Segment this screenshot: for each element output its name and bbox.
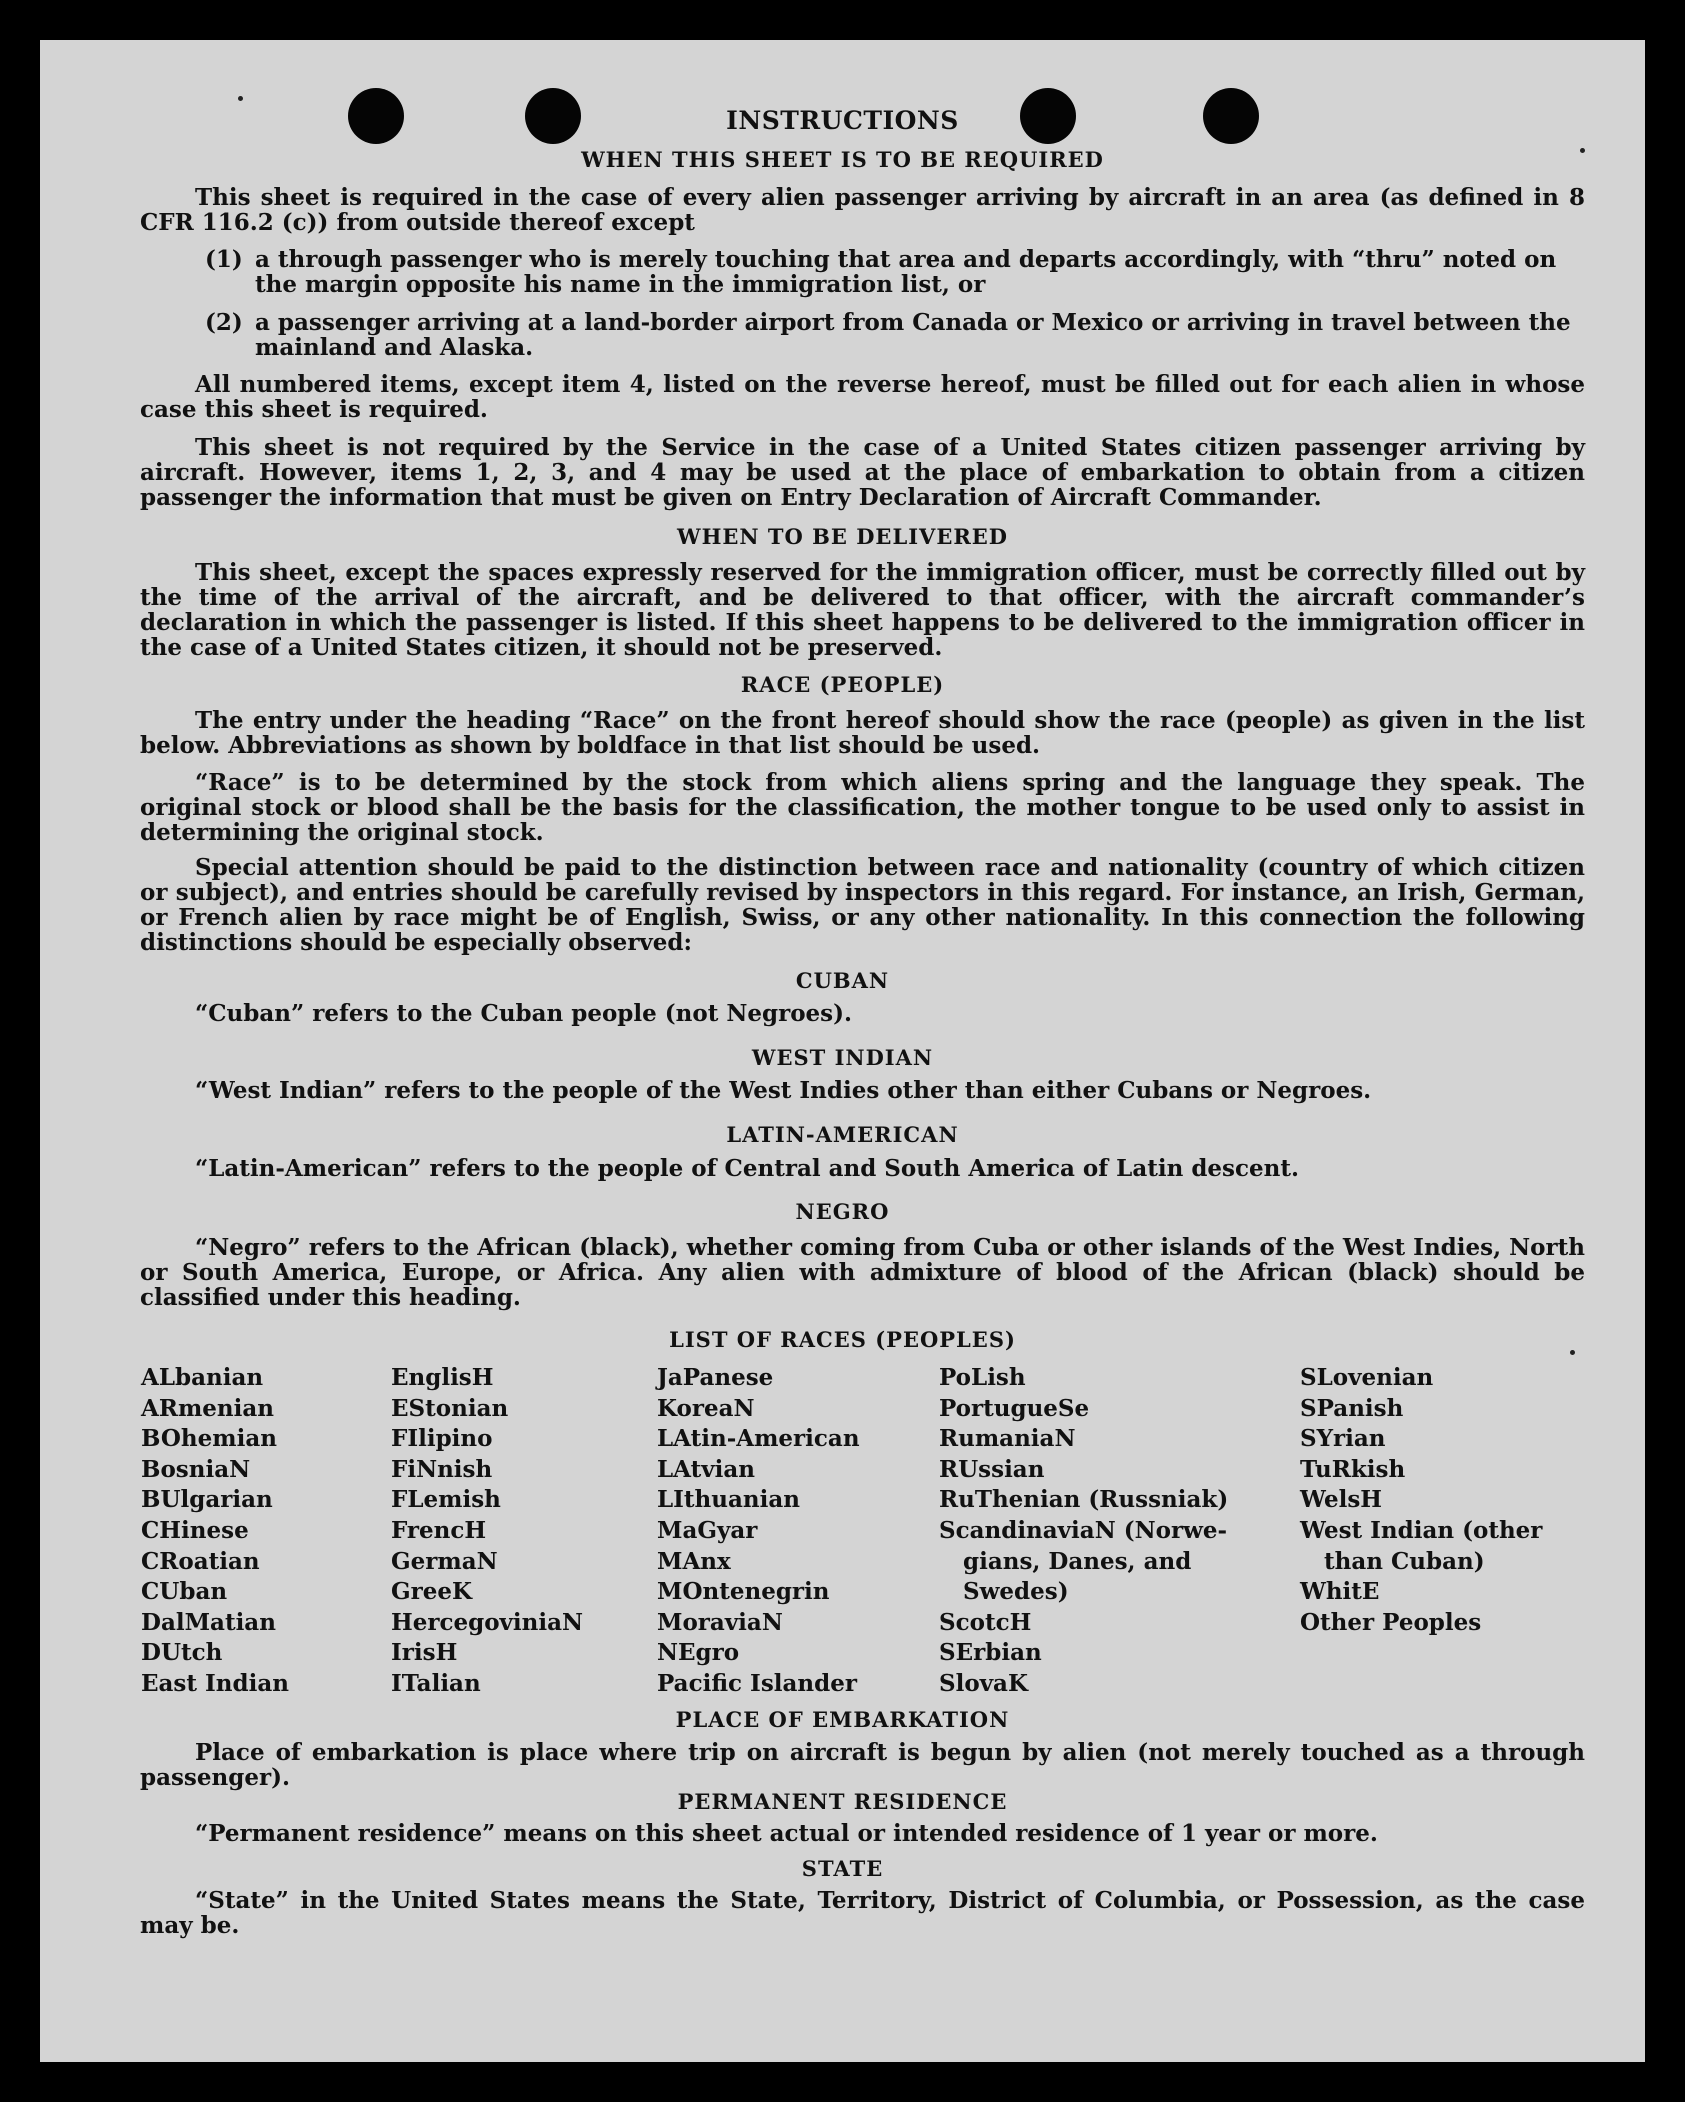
negro-text: “Negro” refers to the African (black), whether coming from Cuba or other islands of the West Indies, North or South America, Europe, or Africa. Any alien with admixture of blood of the African (black) should be classified under this heading. [140, 1234, 1585, 1311]
item-text: a through passenger who is merely touching that area and departs accordingly, with “thru” noted on the margin opposite his name in the immigration list, or [255, 246, 1557, 298]
race-list-item: Swedes) [963, 1578, 1069, 1606]
required-paragraph-3: This sheet is not required by the Service in the case of a United States citizen passenger arriving by aircraft. However, items 1, 2, 3, and 4 may be used at the place of embarkation to obtain from a citizen passenger the information that must be given on Entry Declaration of Aircraft Commander. [140, 434, 1585, 511]
race-list-item: FrencH [391, 1516, 487, 1544]
race-list-item: PortugueSe [939, 1394, 1090, 1422]
race-list-item: FLemish [391, 1486, 501, 1514]
race-list-item: JaPanese [657, 1364, 774, 1391]
section-heading-delivered: WHEN TO BE DELIVERED [676, 524, 1008, 549]
section-heading-required: WHEN THIS SHEET IS TO BE REQUIRED [581, 147, 1104, 172]
race-list-item: BosniaN [141, 1455, 251, 1483]
race-list-item: BUlgarian [141, 1486, 273, 1514]
race-list-item: ScotcH [939, 1608, 1032, 1636]
race-paragraph-3: Special attention should be paid to the distinction between race and nationality (country of which citizen or subject), and entries should be carefully revised by inspectors in this regard. For instance, an Irish, German, or French alien by race might be of English, Swiss, or any other nationality. In this connection the following distinctions should be especially observed: [140, 854, 1585, 956]
race-list-item: SErbian [939, 1639, 1042, 1667]
required-paragraph-2: All numbered items, except item 4, listed on the reverse hereof, must be filled out for each alien in whose case this sheet is required. [140, 371, 1585, 423]
document-sheet [40, 40, 1645, 2062]
race-list-item: BOhemian [141, 1425, 277, 1453]
race-list-item: WelsH [1300, 1486, 1383, 1514]
section-heading-list-of-races: LIST OF RACES (PEOPLES) [669, 1327, 1016, 1352]
section-heading-latin-american: LATIN-AMERICAN [726, 1122, 959, 1147]
race-list-item: LAtvian [657, 1455, 755, 1483]
race-list-item: SYrian [1300, 1425, 1386, 1453]
race-list-item: RUssian [939, 1455, 1045, 1483]
race-list-item: WhitE [1300, 1578, 1380, 1606]
cuban-text: “Cuban” refers to the Cuban people (not Negroes). [195, 1000, 853, 1027]
race-paragraph-1: The entry under the heading “Race” on the front hereof should show the race (people) as given in the list below. Abbreviations as shown by boldface in that list should be used. [140, 707, 1585, 759]
race-list-item: HercegoviniaN [391, 1608, 584, 1636]
race-list-item: Pacific Islander [657, 1669, 857, 1697]
race-list-column-5 [1300, 1363, 1542, 1638]
race-list-item: IrisH [391, 1639, 458, 1667]
race-list-item: MaGyar [657, 1516, 758, 1544]
race-list-item: SLovenian [1300, 1364, 1434, 1391]
race-list-item: than Cuban) [1324, 1547, 1485, 1575]
page-title: INSTRUCTIONS [726, 106, 959, 135]
race-list-column-4 [939, 1363, 1228, 1700]
race-list-item: GermaN [391, 1547, 498, 1575]
speck [238, 96, 243, 101]
race-list-item: DUtch [141, 1639, 223, 1667]
race-paragraph-2: “Race” is to be determined by the stock from which aliens spring and the language they speak. The original stock or blood shall be the basis for the classification, the mother tongue to be used only to assist in determining the original stock. [140, 769, 1585, 846]
exception-item-2 [205, 309, 1585, 361]
section-heading-race: RACE (PEOPLE) [740, 672, 945, 697]
section-heading-residence: PERMANENT RESIDENCE [677, 1789, 1008, 1814]
race-list-item: RuThenian (Russniak) [939, 1486, 1229, 1514]
race-list-item: EnglisH [391, 1364, 494, 1391]
race-list-item: PoLish [939, 1364, 1026, 1391]
race-list-item: LAtin-American [657, 1425, 860, 1453]
section-heading-negro: NEGRO [795, 1199, 890, 1224]
state-text: “State” in the United States means the State, Territory, District of Columbia, or Possession, as the case may be. [140, 1887, 1585, 1939]
race-list-item: SlovaK [939, 1669, 1028, 1697]
race-list-item: East Indian [141, 1669, 289, 1697]
race-list-item: NEgro [657, 1639, 740, 1667]
race-list-item: FIlipino [391, 1425, 493, 1453]
race-list-item: RumaniaN [939, 1425, 1076, 1453]
race-list-item: West Indian (other [1300, 1516, 1543, 1544]
race-list-item: ScandinaviaN (Norwe- [939, 1516, 1228, 1544]
race-list-item: EStonian [391, 1394, 509, 1422]
race-list-item: ARmenian [141, 1394, 275, 1422]
race-list-item: FiNnish [391, 1455, 493, 1483]
race-list-item: MoraviaN [657, 1608, 783, 1636]
race-list-item: ITalian [391, 1669, 481, 1697]
race-list-item: GreeK [391, 1578, 473, 1606]
race-list-item: Other Peoples [1300, 1608, 1482, 1636]
race-list-item: ALbanian [141, 1364, 264, 1391]
embarkation-text: Place of embarkation is place where trip on aircraft is begun by alien (not merely touched as a through passenger). [140, 1739, 1585, 1791]
race-list-item: TuRkish [1300, 1455, 1406, 1483]
residence-text: “Permanent residence” means on this sheet actual or intended residence of 1 year or more. [195, 1820, 1378, 1847]
race-list-item: MOntenegrin [657, 1578, 830, 1606]
race-list-item: CRoatian [141, 1547, 260, 1575]
race-list-item: CUban [141, 1578, 228, 1606]
race-list-column-3 [657, 1363, 860, 1700]
item-text: a passenger arriving at a land-border airport from Canada or Mexico or arriving in travel between the mainland and Alaska. [255, 309, 1571, 361]
delivered-paragraph: This sheet, except the spaces expressly reserved for the immigration officer, must be correctly filled out by the time of the arrival of the aircraft, and be delivered to that officer, with the aircraft commander’s declaration in which the passenger is listed. If this sheet happens to be delivered to the immigration officer in the case of a United States citizen, it should not be preserved. [140, 559, 1585, 661]
exception-item-1 [205, 246, 1585, 298]
required-paragraph-1: This sheet is required in the case of every alien passenger arriving by aircraft in an area (as defined in 8 CFR 116.2 (c)) from outside thereof except [140, 184, 1585, 236]
latin-american-text: “Latin-American” refers to the people of Central and South America of Latin descent. [195, 1155, 1299, 1182]
race-list-item: KoreaN [657, 1394, 755, 1422]
race-list-column-2 [391, 1363, 583, 1700]
race-list-item: DalMatian [141, 1608, 276, 1636]
section-heading-cuban: CUBAN [795, 968, 890, 993]
section-heading-west-indian: WEST INDIAN [751, 1045, 934, 1070]
race-list-item: LIthuanian [657, 1486, 800, 1514]
item-number: (2) [205, 309, 243, 336]
race-list-item: MAnx [657, 1547, 731, 1575]
west-indian-text: “West Indian” refers to the people of the West Indies other than either Cubans or Negroes. [195, 1077, 1372, 1104]
race-list-item: CHinese [141, 1516, 249, 1544]
race-list-item: SPanish [1300, 1394, 1404, 1422]
section-heading-embarkation: PLACE OF EMBARKATION [675, 1707, 1010, 1732]
race-list-column-1 [141, 1363, 289, 1700]
item-number: (1) [205, 246, 243, 273]
section-heading-state: STATE [801, 1856, 884, 1881]
race-list-item: gians, Danes, and [963, 1547, 1192, 1575]
